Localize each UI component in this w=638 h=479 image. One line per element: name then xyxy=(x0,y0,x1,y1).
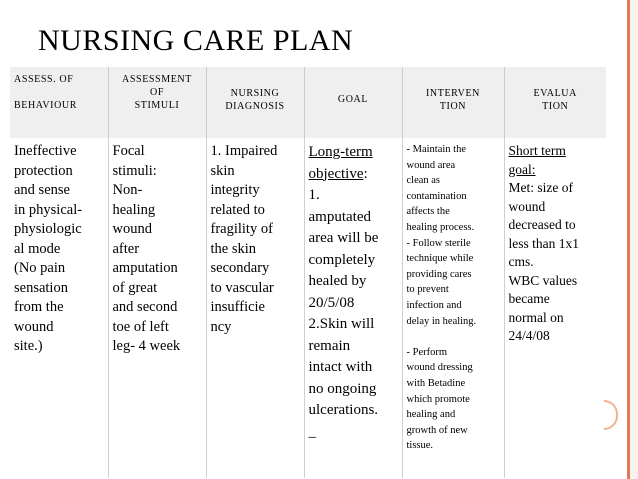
header-intervention: INTERVEN TION xyxy=(402,67,504,138)
table-header-row xyxy=(10,67,606,138)
cell-stimuli: Focal stimuli: Non- healing wound after amputation of great and second toe of left leg- 4 week xyxy=(108,138,206,478)
eval-heading: Short term goal: xyxy=(508,143,566,177)
slide-decoration xyxy=(604,400,618,430)
header-assessment: ASSESS. OF BEHAVIOUR xyxy=(10,67,108,138)
table-row xyxy=(10,138,606,478)
header-goal: GOAL xyxy=(304,67,402,138)
eval-body: Met: size of wound decreased to less than 1x1 cms. WBC values became normal on 24/4/08 xyxy=(508,180,579,343)
slide-edge-band xyxy=(630,0,638,479)
cell-intervention: - Maintain the wound area clean as contamination affects the healing process. - Follow sterile technique while providing cares to prevent infection and delay in healing. - Perform wound dressing with Betadine which promote healing and growth of new tissue. xyxy=(402,138,504,478)
cell-diagnosis: 1. Impaired skin integrity related to fragility of the skin secondary to vascular insufficie ncy xyxy=(206,138,304,478)
cell-evaluation xyxy=(504,138,606,478)
goal-colon: : xyxy=(363,165,368,182)
cell-goal xyxy=(304,138,402,478)
page-title: NURSING CARE PLAN xyxy=(38,24,354,57)
header-stimuli: ASSESSMENT OF STIMULI xyxy=(108,67,206,138)
slide-edge-line xyxy=(627,0,630,479)
goal-heading: Long-term objective xyxy=(308,144,373,182)
header-diagnosis: NURSING DIAGNOSIS xyxy=(206,67,304,138)
goal-body: 1. amputated area will be completely healed by 20/5/08 2.Skin will remain intact with no ongoing ulcerations. xyxy=(308,187,379,418)
cell-assessment: Ineffective protection and sense in physical- physiologic al mode (No pain sensation from the wound site.) xyxy=(10,138,108,478)
header-evaluation: EVALUA TION xyxy=(504,67,606,138)
care-plan-table xyxy=(10,67,606,478)
goal-trailing: _ xyxy=(308,423,316,440)
